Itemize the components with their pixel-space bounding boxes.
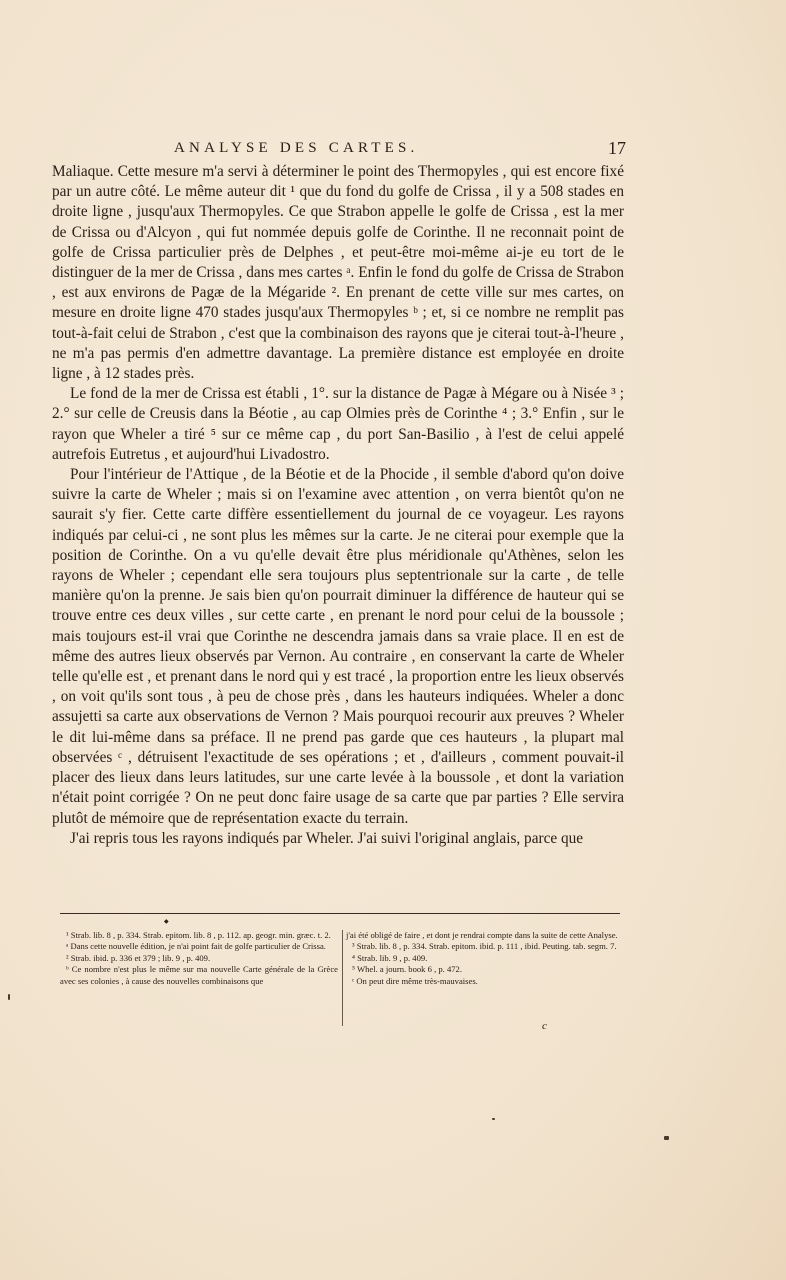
page-header <box>52 138 626 164</box>
paper-speck <box>8 994 10 1000</box>
paper-speck <box>492 1118 495 1120</box>
paragraph: J'ai repris tous les rayons indiqués par Wheler. J'ai suivi l'original anglais, parce que <box>70 829 584 847</box>
footnotes-left-column <box>60 930 343 1026</box>
body-text <box>52 162 624 849</box>
paragraph: Pour l'intérieur de l'Attique , de la Béotie et de la Phocide , il semble d'abord qu'on doive suivre la carte de Wheler ; mais si on l'examine avec attention , on verra bientôt qu'on ne saurait s'y fier. Cette carte diffère essentiellement du journal de ce voyageur. Les rayons indiqués par celui-ci , ne sont plus les mêmes sur la carte. Je ne citerai pour exemple que la position de Corinthe. On a vu qu'elle devait être plus méridionale qu'Athènes, selon les rayons de Wheler ; cependant elle sera toujours plus septentrionale sur la carte , de telle manière qu'on la prenne. Je sais bien qu'on pourrait diminuer la différence de hauteur qui se trouve entre ces deux villes , sur cette carte , en prenant le nord pour celui de la boussole ; mais toujours est-il vrai que Corinthe ne descendra jamais dans sa vraie place. Il en est de même des autres lieux observés par Vernon. Au contraire , en conservant la carte de Wheler telle qu'elle est , et prenant dans le nord qui y est tracé , la proportion entre les lieux observés , on voit qu'ils sont tous , à peu de chose près , dans les hauteurs indiquées. Wheler a donc assujetti sa carte aux observations de Vernon ? Mais pourquoi recourir aux preuves ? Wheler le dit lui-même dans sa préface. Il ne prend pas garde que ces hauteurs , la plupart mal observées ᶜ , détruisent l'exactitude de ses opérations ; et , d'ailleurs , comment pouvait-il placer des lieux dans leurs latitudes, sur une carte levée à la boussole , et dont la variation n'était point corrigée ? On ne peut donc faire usage de sa carte que par parties ? Elle servira plutôt de mémoire que de représentation exacte du terrain. <box>52 466 624 827</box>
rule-ornament: ◆ <box>164 918 169 925</box>
running-title: ANALYSE DES CARTES. <box>174 140 419 156</box>
footnote: ᵃ Dans cette nouvelle édition, je n'ai point fait de golfe particulier de Crissa. <box>66 941 326 952</box>
paragraph: Le fond de la mer de Crissa est établi , 1°. sur la distance de Pagæ à Mégare ou à Nisée ³ ; 2.° sur celle de Creusis dans la Béotie , au cap Olmies près de Corinthe ⁴ ; 3.° Enfin , sur le rayon que Wheler a tiré ⁵ sur ce même cap , du port San-Basilio , à l'est de celui appelé autrefois Eutretus , et aujourd'hui Livadostro. <box>52 385 624 463</box>
footnote: ᵇ Ce nombre n'est plus le même sur ma nouvelle Carte générale de la Grèce avec ses colonies , à cause des nouvelles combinaisons que <box>60 964 338 986</box>
footnote: ⁴ Strab. lib. 9 , p. 409. <box>352 952 428 963</box>
footnote: ⁵ Whel. a journ. book 6 , p. 472. <box>352 964 463 975</box>
footnote: ² Strab. ibid. p. 336 et 379 ; lib. 9 , p. 409. <box>66 952 211 963</box>
footnote: ᶜ On peut dire même très-mauvaises. <box>352 975 478 986</box>
footnote-rule <box>60 913 620 914</box>
signature-mark: c <box>542 1020 547 1032</box>
page-number: 17 <box>608 138 626 158</box>
footnote: j'ai été obligé de faire , et dont je rendrai compte dans la suite de cette Analyse. <box>346 930 618 940</box>
footnotes-right-column <box>346 930 622 987</box>
footnote: ³ Strab. lib. 8 , p. 334. Strab. epitom. ibid. p. 111 , ibid. Peuting. tab. segm. 7. <box>352 941 617 952</box>
paper-speck <box>664 1136 669 1140</box>
paragraph: Maliaque. Cette mesure m'a servi à déterminer le point des Thermopyles , qui est encore fixé par un autre côté. Le même auteur dit ¹ que du fond du golfe de Crissa , il y a 508 stades en droite ligne , jusqu'aux Thermopyles. Ce que Strabon appelle le golfe de Crissa , est la mer de Crissa ou d'Alcyon , qui fut nommée depuis golfe de Corinthe. Il ne reconnait point de golfe de Crissa particulier près de Delphes , et peut-être moi-même ai-je eu tort de le distinguer de la mer de Crissa , dans mes cartes ᵃ. Enfin le fond du golfe de Crissa de Strabon , est aux environs de Pagæ de la Mégaride ². En prenant de cette ville sur mes cartes, on mesure en droite ligne 470 stades jusqu'aux Thermopyles ᵇ ; et, si ce nombre ne remplit pas tout-à-fait celui de Strabon , c'est que la combinaison des rayons que je citerai tout-à-l'heure , ne m'a pas permis d'en admettre davantage. La première distance est employée en droite ligne , à 12 stades près. <box>52 163 624 383</box>
footnote: ¹ Strab. lib. 8 , p. 334. Strab. epitom. lib. 8 , p. 112. ap. geogr. min. græc. t. 2. <box>66 930 331 940</box>
